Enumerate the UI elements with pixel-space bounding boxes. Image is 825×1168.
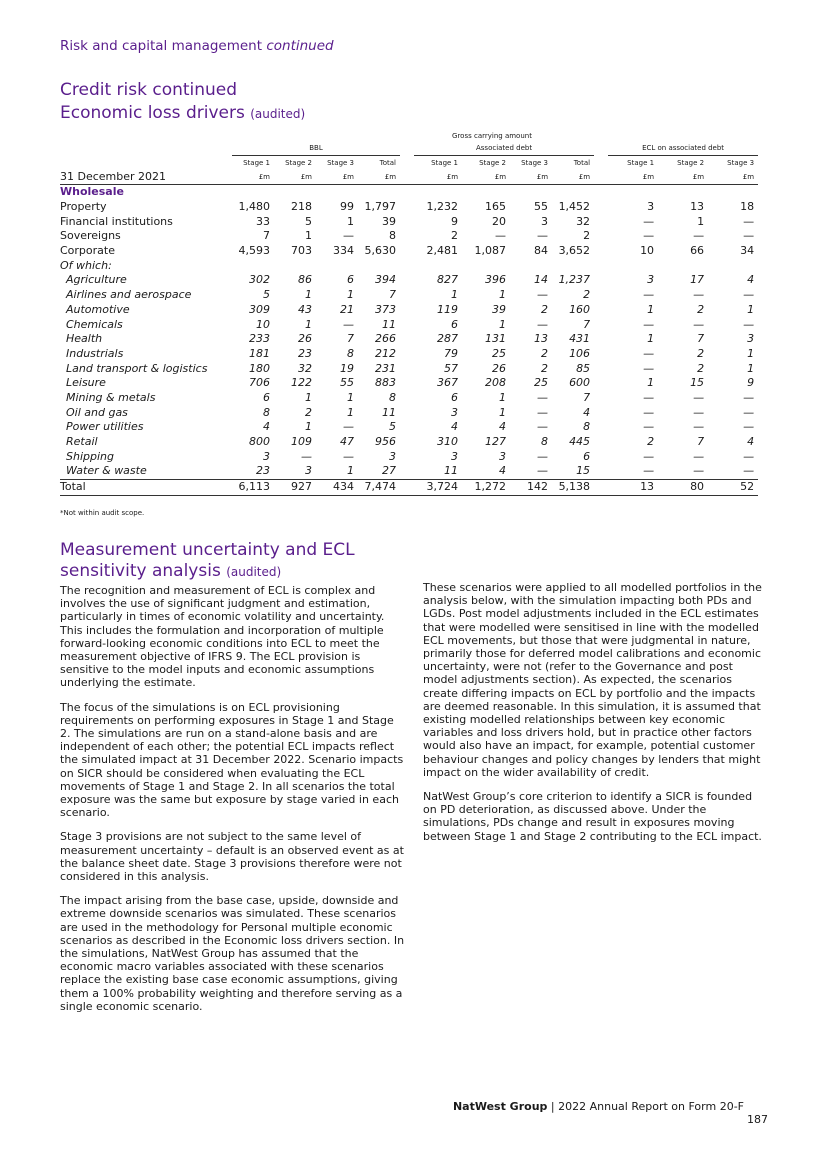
table-cell: 1 bbox=[499, 390, 507, 404]
table-cell: 373 bbox=[375, 302, 397, 316]
table-cell: 233 bbox=[249, 332, 270, 346]
table-cell: — bbox=[537, 464, 549, 478]
stage-header: Stage 2 bbox=[479, 159, 507, 167]
row-label: Chemicals bbox=[66, 317, 123, 331]
table-cell: 3,724 bbox=[414, 479, 462, 495]
table-cell: 8 bbox=[583, 420, 591, 434]
table-cell: 5 bbox=[389, 420, 397, 434]
table-cell: 706 bbox=[249, 376, 270, 390]
table-cell: — bbox=[743, 214, 755, 228]
table-cell: 13 bbox=[534, 332, 549, 346]
table-cell: 34 bbox=[740, 244, 755, 258]
table-cell: 800 bbox=[249, 435, 270, 449]
table-cell: 1,480 bbox=[238, 200, 270, 214]
table-cell: 6 bbox=[347, 273, 354, 287]
table-cell: 3 bbox=[389, 449, 397, 463]
table-cell: 1,452 bbox=[558, 200, 591, 214]
unit-header: £m bbox=[274, 170, 316, 185]
table-cell: — bbox=[643, 390, 655, 404]
table-cell: 218 bbox=[291, 200, 312, 214]
table-cell: 6 bbox=[263, 390, 270, 404]
table-cell: 2 bbox=[583, 229, 591, 243]
economic-loss-drivers-table bbox=[60, 141, 758, 496]
table-cell: 3 bbox=[305, 464, 312, 478]
table-cell: 11 bbox=[382, 317, 397, 331]
row-label: Land transport & logistics bbox=[66, 361, 208, 375]
table-cell: — bbox=[743, 229, 755, 243]
table-cell: 1 bbox=[747, 361, 755, 375]
table-cell: — bbox=[643, 405, 655, 419]
table-cell: 1 bbox=[747, 346, 755, 360]
table-cell: 2 bbox=[697, 302, 705, 316]
table-cell: 10 bbox=[640, 244, 655, 258]
row-label: Oil and gas bbox=[66, 405, 128, 419]
page-footer: NatWest Group | 2022 Annual Report on Form 20-F187 bbox=[452, 1100, 768, 1126]
table-cell: 4 bbox=[747, 273, 755, 287]
table-cell: 3 bbox=[263, 449, 270, 463]
section-title: Credit risk continued bbox=[60, 80, 238, 100]
unit-header: £m bbox=[316, 170, 358, 185]
table-cell: 55 bbox=[534, 200, 549, 214]
table-cell: 26 bbox=[492, 361, 507, 375]
table-cell: 1 bbox=[499, 405, 507, 419]
table-cell: 19 bbox=[340, 361, 354, 375]
table-cell: 2 bbox=[451, 229, 459, 243]
table-cell: 3 bbox=[451, 449, 459, 463]
table-cell: 2 bbox=[541, 346, 549, 360]
table-cell: 4,593 bbox=[238, 244, 270, 258]
table-row bbox=[60, 244, 758, 259]
table-cell: 6 bbox=[583, 449, 591, 463]
table-cell: — bbox=[693, 229, 705, 243]
row-label: Total bbox=[60, 479, 232, 495]
table-cell: 3 bbox=[541, 214, 549, 228]
table-cell: 310 bbox=[437, 435, 459, 449]
table-cell: 9 bbox=[451, 214, 459, 228]
table-cell: 9 bbox=[747, 376, 755, 390]
table-cell: 302 bbox=[249, 273, 270, 287]
table-cell: — bbox=[693, 390, 705, 404]
table-row bbox=[60, 391, 758, 406]
paragraph: These scenarios were applied to all modelled portfolios in the analysis below, with the simulation impacting both PDs and LGDs. Post model adjustments included in the ECL estimates that were modelled were sensitised in line with the modelled ECL movements, but those that were judgmental in nature, primarily those for deferred model calibrations and economic uncertainty, were not (refer to the Governance and post model adjustments section). As expected, the scenarios create differing impacts on ECL by portfolio and the impacts are deemed reasonable. In this simulation, it is assumed that existing modelled relationships between key economic variables and loss drivers hold, but in practice other factors would also have an impact, for example, potential customer behaviour changes and policy changes by lenders that might impact on the wider availability of credit. bbox=[423, 581, 762, 779]
of-which-label: Of which: bbox=[60, 258, 112, 272]
row-label: Sovereigns bbox=[60, 229, 121, 243]
stage-header: Stage 2 bbox=[285, 159, 312, 167]
table-cell: 109 bbox=[291, 435, 312, 449]
table-cell: — bbox=[537, 390, 549, 404]
table-cell: 5 bbox=[305, 214, 312, 228]
table-cell: 6 bbox=[451, 317, 459, 331]
group-bbl: BBL bbox=[232, 141, 400, 156]
table-cell: 84 bbox=[534, 244, 549, 258]
row-label: Financial institutions bbox=[60, 214, 173, 228]
stage-header: Stage 1 bbox=[431, 159, 459, 167]
table-cell: 2 bbox=[697, 346, 705, 360]
table-cell: — bbox=[743, 405, 755, 419]
table-cell: 160 bbox=[569, 302, 591, 316]
stage-header: Stage 3 bbox=[727, 159, 755, 167]
table-cell: 27 bbox=[382, 464, 397, 478]
table-cell: — bbox=[643, 214, 655, 228]
table-cell: 1 bbox=[499, 317, 507, 331]
table-cell: 1 bbox=[451, 288, 459, 302]
table-cell: 4 bbox=[451, 420, 459, 434]
table-cell: 334 bbox=[333, 244, 354, 258]
row-label: Automotive bbox=[66, 302, 130, 316]
table-cell: — bbox=[537, 420, 549, 434]
table-cell: 119 bbox=[437, 302, 459, 316]
table-cell: — bbox=[693, 405, 705, 419]
left-text-column bbox=[60, 584, 405, 1024]
table-cell: 8 bbox=[347, 346, 354, 360]
table-cell: — bbox=[643, 420, 655, 434]
table-cell: 47 bbox=[340, 435, 354, 449]
table-cell: 2 bbox=[697, 361, 705, 375]
table-cell: 827 bbox=[437, 273, 459, 287]
table-cell: 13 bbox=[690, 200, 705, 214]
table-cell: 85 bbox=[576, 361, 591, 375]
table-row bbox=[60, 288, 758, 303]
table-row bbox=[60, 332, 758, 347]
table-cell: 1 bbox=[305, 317, 312, 331]
table-cell: — bbox=[343, 449, 354, 463]
table-cell: — bbox=[343, 317, 354, 331]
row-label: Water & waste bbox=[66, 464, 147, 478]
table-cell: 7 bbox=[583, 317, 591, 331]
footnote: *Not within audit scope. bbox=[60, 509, 145, 517]
table-cell: — bbox=[743, 449, 755, 463]
table-cell: 39 bbox=[382, 214, 397, 228]
table-cell: 142 bbox=[510, 479, 552, 495]
table-cell: 21 bbox=[340, 302, 354, 316]
table-cell: 956 bbox=[375, 435, 397, 449]
table-cell: 1 bbox=[747, 302, 755, 316]
stage-header: Stage 1 bbox=[243, 159, 270, 167]
table-cell: 180 bbox=[249, 361, 270, 375]
stage-header: Stage 3 bbox=[327, 159, 354, 167]
unit-header: £m bbox=[510, 170, 552, 185]
table-cell: — bbox=[643, 229, 655, 243]
table-cell: 2 bbox=[583, 288, 591, 302]
table-cell: 1,087 bbox=[474, 244, 507, 258]
table-cell: 4 bbox=[499, 464, 507, 478]
table-row bbox=[60, 317, 758, 332]
table-cell: 1 bbox=[499, 288, 507, 302]
table-cell: 8 bbox=[389, 390, 397, 404]
table-cell: 165 bbox=[485, 200, 507, 214]
table-cell: — bbox=[743, 464, 755, 478]
table-row bbox=[60, 449, 758, 464]
table-cell: 52 bbox=[708, 479, 758, 495]
table-date-label: 31 December 2021 bbox=[60, 170, 232, 185]
table-cell: 1 bbox=[305, 229, 312, 243]
table-cell: 99 bbox=[340, 200, 354, 214]
table-row bbox=[60, 479, 758, 495]
table-cell: 33 bbox=[256, 214, 270, 228]
table-cell: — bbox=[643, 288, 655, 302]
table-cell: — bbox=[537, 229, 549, 243]
table-cell: 208 bbox=[485, 376, 507, 390]
table-cell: 1 bbox=[347, 464, 354, 478]
table-cell: 23 bbox=[256, 464, 270, 478]
table-cell: 13 bbox=[608, 479, 658, 495]
table-cell: 445 bbox=[569, 435, 591, 449]
table-row bbox=[60, 214, 758, 229]
table-cell: 367 bbox=[437, 376, 459, 390]
table-cell: — bbox=[693, 449, 705, 463]
table-cell: 66 bbox=[690, 244, 705, 258]
unit-header: £m bbox=[232, 170, 274, 185]
table-cell: — bbox=[343, 229, 354, 243]
unit-header: £m bbox=[658, 170, 708, 185]
section-wholesale: Wholesale bbox=[60, 185, 124, 199]
paragraph: Stage 3 provisions are not subject to the same level of measurement uncertainty – default is an observed event as at the balance sheet date. Stage 3 provisions therefore were not considered in this analysis. bbox=[60, 830, 404, 884]
table-row bbox=[60, 464, 758, 479]
table-cell: — bbox=[643, 346, 655, 360]
table-cell: 3 bbox=[747, 332, 755, 346]
table-cell: 15 bbox=[576, 464, 591, 478]
table-cell: 1 bbox=[647, 376, 655, 390]
table-cell: 1 bbox=[647, 332, 655, 346]
unit-header: £m bbox=[708, 170, 758, 185]
table-cell: 4 bbox=[263, 420, 270, 434]
row-label: Agriculture bbox=[66, 273, 127, 287]
table-cell: 11 bbox=[444, 464, 459, 478]
table-cell: 1 bbox=[647, 302, 655, 316]
table-cell: — bbox=[643, 317, 655, 331]
table-cell: 1 bbox=[305, 420, 312, 434]
unit-header: £m bbox=[462, 170, 510, 185]
subsection-title: Economic loss drivers (audited) bbox=[60, 103, 306, 123]
table-cell: 79 bbox=[444, 346, 459, 360]
row-label: Retail bbox=[66, 435, 98, 449]
table-row bbox=[60, 420, 758, 435]
table-cell: 8 bbox=[263, 405, 270, 419]
unit-header: £m bbox=[358, 170, 400, 185]
table-cell: 2 bbox=[647, 435, 655, 449]
table-cell: — bbox=[537, 317, 549, 331]
table-cell: 55 bbox=[340, 376, 354, 390]
table-cell: 3 bbox=[451, 405, 459, 419]
table-cell: — bbox=[743, 288, 755, 302]
table-cell: 4 bbox=[747, 435, 755, 449]
stage-header: Stage 3 bbox=[521, 159, 549, 167]
table-cell: 106 bbox=[569, 346, 591, 360]
table-cell: 122 bbox=[291, 376, 312, 390]
table-cell: 17 bbox=[690, 273, 705, 287]
gross-carrying-amount-header: Gross carrying amount bbox=[452, 132, 532, 140]
table-cell: 7,474 bbox=[358, 479, 400, 495]
paragraph: NatWest Group’s core criterion to identify a SICR is founded on PD deterioration, as discussed above. Under the simulations, PDs change and result in exposures moving between Stage 1 and Stage 2 contributing to the ECL impact. bbox=[423, 790, 762, 843]
table-cell: 396 bbox=[485, 273, 507, 287]
table-cell: 7 bbox=[583, 390, 591, 404]
table-cell: 1 bbox=[697, 214, 705, 228]
table-cell: 11 bbox=[382, 405, 397, 419]
table-cell: 25 bbox=[492, 346, 507, 360]
table-cell: 57 bbox=[444, 361, 459, 375]
paragraph: The impact arising from the base case, upside, downside and extreme downside scenarios was simulated. These scenarios are used in the methodology for Personal multiple economic scenarios as described in the Economic loss drivers section. In the simulations, NatWest Group has assumed that the economic macro variables associated with these scenarios replace the existing base case economic assumptions, giving them a 100% probability weighting and therefore serving as a single economic scenario. bbox=[60, 894, 405, 1013]
table-row bbox=[60, 405, 758, 420]
table-cell: 7 bbox=[697, 332, 705, 346]
table-cell: — bbox=[643, 361, 655, 375]
table-cell: 43 bbox=[298, 302, 312, 316]
table-cell: 1 bbox=[347, 390, 354, 404]
table-cell: 1,272 bbox=[462, 479, 510, 495]
table-cell: 23 bbox=[298, 346, 312, 360]
table-cell: — bbox=[343, 420, 354, 434]
table-cell: 266 bbox=[375, 332, 397, 346]
unit-header: £m bbox=[414, 170, 462, 185]
table-cell: 431 bbox=[569, 332, 591, 346]
table-row bbox=[60, 376, 758, 391]
table-cell: 3 bbox=[499, 449, 507, 463]
table-cell: 883 bbox=[375, 376, 397, 390]
stage-header: Total bbox=[573, 159, 591, 167]
table-row bbox=[60, 303, 758, 318]
group-associated-debt: Associated debt bbox=[414, 141, 594, 156]
table-cell: 212 bbox=[375, 346, 397, 360]
table-cell: — bbox=[743, 390, 755, 404]
table-cell: — bbox=[693, 420, 705, 434]
table-cell: 5 bbox=[263, 288, 270, 302]
table-row bbox=[60, 229, 758, 244]
row-label: Property bbox=[60, 200, 107, 214]
table-cell: 2 bbox=[541, 302, 549, 316]
table-cell: 127 bbox=[485, 435, 507, 449]
table-cell: 26 bbox=[298, 332, 312, 346]
unit-header: £m bbox=[552, 170, 594, 185]
table-row bbox=[60, 200, 758, 215]
table-row bbox=[60, 435, 758, 450]
unit-header: £m bbox=[608, 170, 658, 185]
table-cell: 4 bbox=[499, 420, 507, 434]
row-label: Leisure bbox=[66, 376, 106, 390]
table-cell: — bbox=[643, 449, 655, 463]
table-cell: 86 bbox=[298, 273, 312, 287]
table-cell: — bbox=[495, 229, 507, 243]
table-row bbox=[60, 347, 758, 362]
row-label: Power utilities bbox=[66, 420, 144, 434]
table-cell: 6,113 bbox=[232, 479, 274, 495]
table-cell: 927 bbox=[274, 479, 316, 495]
row-label: Corporate bbox=[60, 244, 115, 258]
table-cell: 309 bbox=[249, 302, 270, 316]
table-cell: 15 bbox=[690, 376, 705, 390]
table-cell: 2 bbox=[541, 361, 549, 375]
table-cell: 3 bbox=[647, 273, 655, 287]
table-cell: 3 bbox=[647, 200, 655, 214]
table-cell: 6 bbox=[451, 390, 459, 404]
table-cell: 2 bbox=[305, 405, 312, 419]
row-label: Shipping bbox=[66, 449, 114, 463]
table-row bbox=[60, 361, 758, 376]
table-cell: 32 bbox=[298, 361, 312, 375]
table-cell: 1 bbox=[305, 288, 312, 302]
table-cell: 703 bbox=[291, 244, 312, 258]
table-cell: 600 bbox=[569, 376, 591, 390]
table-cell: 1 bbox=[347, 288, 354, 302]
table-cell: 8 bbox=[541, 435, 549, 449]
table-cell: 80 bbox=[658, 479, 708, 495]
table-cell: — bbox=[693, 317, 705, 331]
table-cell: 1 bbox=[347, 405, 354, 419]
measurement-uncertainty-title: Measurement uncertainty and ECL sensitivity analysis (audited) bbox=[60, 540, 355, 581]
table-cell: 8 bbox=[389, 229, 397, 243]
row-label: Airlines and aerospace bbox=[66, 288, 192, 302]
table-cell: 32 bbox=[576, 214, 591, 228]
paragraph: The recognition and measurement of ECL is complex and involves the use of significant judgment and estimation, particularly in times of economic volatility and uncertainty. This includes the formulation and incorporation of multiple forward-looking economic conditions into ECL to meet the measurement objective of IFRS 9. The ECL provision is sensitive to the model inputs and economic assumptions underlying the estimate. bbox=[60, 584, 385, 690]
table-cell: 25 bbox=[534, 376, 549, 390]
table-cell: — bbox=[693, 288, 705, 302]
table-cell: 434 bbox=[316, 479, 358, 495]
stage-header: Stage 2 bbox=[677, 159, 705, 167]
page-number: 187 bbox=[747, 1113, 768, 1126]
page-header: Risk and capital management continued bbox=[60, 38, 334, 54]
table-cell: 287 bbox=[437, 332, 459, 346]
table-cell: — bbox=[537, 288, 549, 302]
right-text-column bbox=[423, 581, 768, 854]
table-cell: 394 bbox=[375, 273, 397, 287]
group-ecl: ECL on associated debt bbox=[608, 141, 758, 156]
table-cell: 39 bbox=[492, 302, 507, 316]
table-cell: 5,138 bbox=[552, 479, 594, 495]
paragraph: The focus of the simulations is on ECL provisioning requirements on performing exposures in Stage 1 and Stage 2. The simulations are run on a stand-alone basis and are independent of each other; the potential ECL impacts reflect the simulated impact at 31 December 2022. Scenario impacts on SICR should be considered when evaluating the ECL movements of Stage 1 and Stage 2. In all scenarios the total exposure was the same but exposure by stage varied in each scenario. bbox=[60, 700, 404, 820]
table-cell: 1 bbox=[347, 214, 354, 228]
table-cell: 18 bbox=[740, 200, 755, 214]
table-cell: 231 bbox=[375, 361, 397, 375]
table-cell: — bbox=[693, 464, 705, 478]
table-cell: 10 bbox=[256, 317, 270, 331]
table-cell: 7 bbox=[697, 435, 705, 449]
table-cell: 14 bbox=[534, 273, 549, 287]
table-cell: — bbox=[743, 317, 755, 331]
row-label: Health bbox=[66, 332, 103, 346]
table-cell: 1,237 bbox=[558, 273, 591, 287]
table-cell: 131 bbox=[485, 332, 507, 346]
table-cell: 2,481 bbox=[426, 244, 459, 258]
table-cell: 1,797 bbox=[364, 200, 397, 214]
table-cell: — bbox=[537, 405, 549, 419]
table-cell: 1 bbox=[305, 390, 312, 404]
table-cell: — bbox=[537, 449, 549, 463]
stage-header: Stage 1 bbox=[627, 159, 655, 167]
table-cell: 181 bbox=[249, 346, 270, 360]
table-cell: 7 bbox=[347, 332, 354, 346]
table-cell: 1,232 bbox=[426, 200, 459, 214]
table-cell: — bbox=[743, 420, 755, 434]
row-label: Industrials bbox=[66, 346, 124, 360]
stage-header: Total bbox=[379, 159, 397, 167]
table-cell: — bbox=[301, 449, 312, 463]
table-cell: 7 bbox=[263, 229, 270, 243]
row-label: Mining & metals bbox=[66, 390, 156, 404]
table-cell: 5,630 bbox=[364, 244, 397, 258]
table-row bbox=[60, 273, 758, 288]
table-cell: 7 bbox=[389, 288, 397, 302]
table-cell: — bbox=[643, 464, 655, 478]
table-cell: 4 bbox=[583, 405, 591, 419]
table-cell: 20 bbox=[492, 214, 507, 228]
table-cell: 3,652 bbox=[558, 244, 591, 258]
